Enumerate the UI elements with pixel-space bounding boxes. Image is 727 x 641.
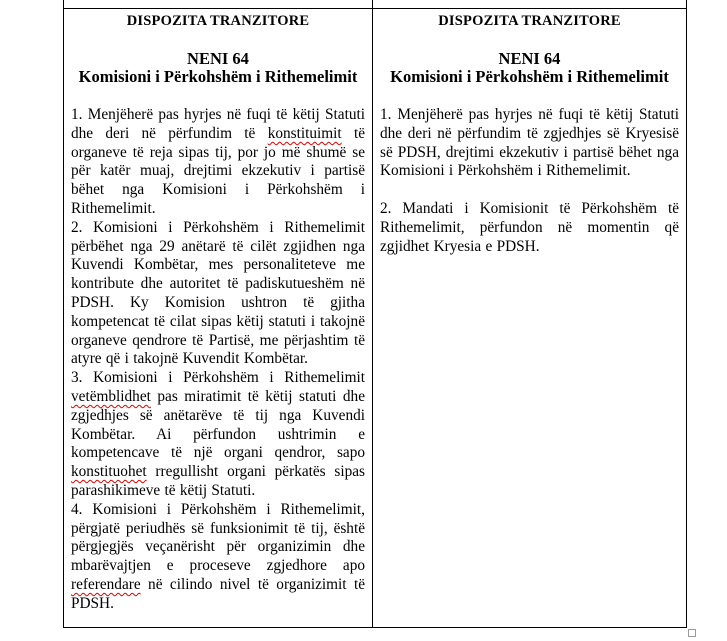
previous-row-right-cell [373, 0, 686, 8]
left-article-body [71, 106, 365, 614]
statute-paragraph: 2. Komisioni i Përkohshëm i Rithemelimit përbëhet nga 29 anëtarë të cilët zgjidhen nga Kuvendi Kombëtar, mes personaliteteve me kontribute dhe autoritet të padiskutueshëm në PDSH. Ky Komision ushtron të gjitha kompetencat të cilat sipas këtij statuti i takojnë organeve qendrore të Partisë, me përjashtim të atyre që i takojnë Kuvendit Kombëtar. [71, 218, 365, 368]
previous-row-sliver [64, 0, 686, 9]
right-article-title: Komisioni i Përkohshëm i Rithemelimit [390, 67, 669, 87]
misspelled-word: konstituohet [71, 463, 147, 481]
left-section-title: DISPOZITA TRANZITORE [126, 13, 310, 29]
previous-row-left-cell [64, 0, 373, 8]
right-version-cell[interactable] [373, 9, 686, 627]
left-article-title: Komisioni i Përkohshëm i Rithemelimit [78, 67, 358, 87]
misspelled-word: vetëmblidhet [71, 387, 151, 405]
statute-paragraph: 3. Komisioni i Përkohshëm i Rithemelimit vetëmblidhet pas miratimit të këtij statuti dhe zgjedhjes së anëtarëve të tij nga Kuvendi Kombëtar. Ai përfundon ushtrimin e kompetencave të një organi qendror, sapo konstituohet rregullisht organi përkatës sipas parashikimeve të këtij Statuti. [71, 369, 365, 499]
right-article-body [380, 106, 679, 256]
statute-paragraph: 1. Menjëherë pas hyrjes në fuqi të këtij Statuti dhe deri në përfundim të zgjedhjes së Kryesisë së PDSH, drejtimi ekzekutiv i partisë bëhet nga Komisioni i Përkohshëm i Rithemelimit. [380, 105, 679, 180]
right-section-title: DISPOZITA TRANZITORE [438, 13, 621, 29]
left-cell-header [71, 12, 365, 87]
misspelled-word: referendare [71, 575, 141, 593]
statute-paragraph: 2. Mandati i Komisionit të Përkohshëm të Rithemelimit, përfundon në momentin që zgjidhet Kryesia e PDSH. [380, 199, 679, 255]
statute-comparison-table [63, 0, 687, 628]
left-article-number: NENI 64 [187, 48, 249, 68]
transitional-provisions-row [64, 9, 686, 627]
right-cell-header [380, 12, 679, 87]
right-article-number: NENI 64 [498, 48, 561, 68]
table-resize-handle-icon[interactable] [688, 629, 696, 637]
statute-paragraph: 1. Menjëherë pas hyrjes në fuqi të këtij Statuti dhe deri në përfundim të konstituimit të organeve të reja sipas tij, por jo më shumë se për katër muaj, drejtimi ekzekutiv i partisë bëhet nga Komisioni i Përkohshëm i Rithemelimit. [71, 105, 366, 217]
statute-paragraph: 4. Komisioni i Përkohshëm i Rithemelimit, përgjatë periudhës së funksionimit të tij, është përgjegjës veçanërisht për organizimin dhe mbarëvajtjen e proceseve zgjedhore apo referendare në cilindo nivel të organizimit të PDSH. [71, 500, 365, 612]
left-version-cell[interactable] [64, 9, 373, 627]
misspelled-word: konstituimit [267, 124, 342, 142]
